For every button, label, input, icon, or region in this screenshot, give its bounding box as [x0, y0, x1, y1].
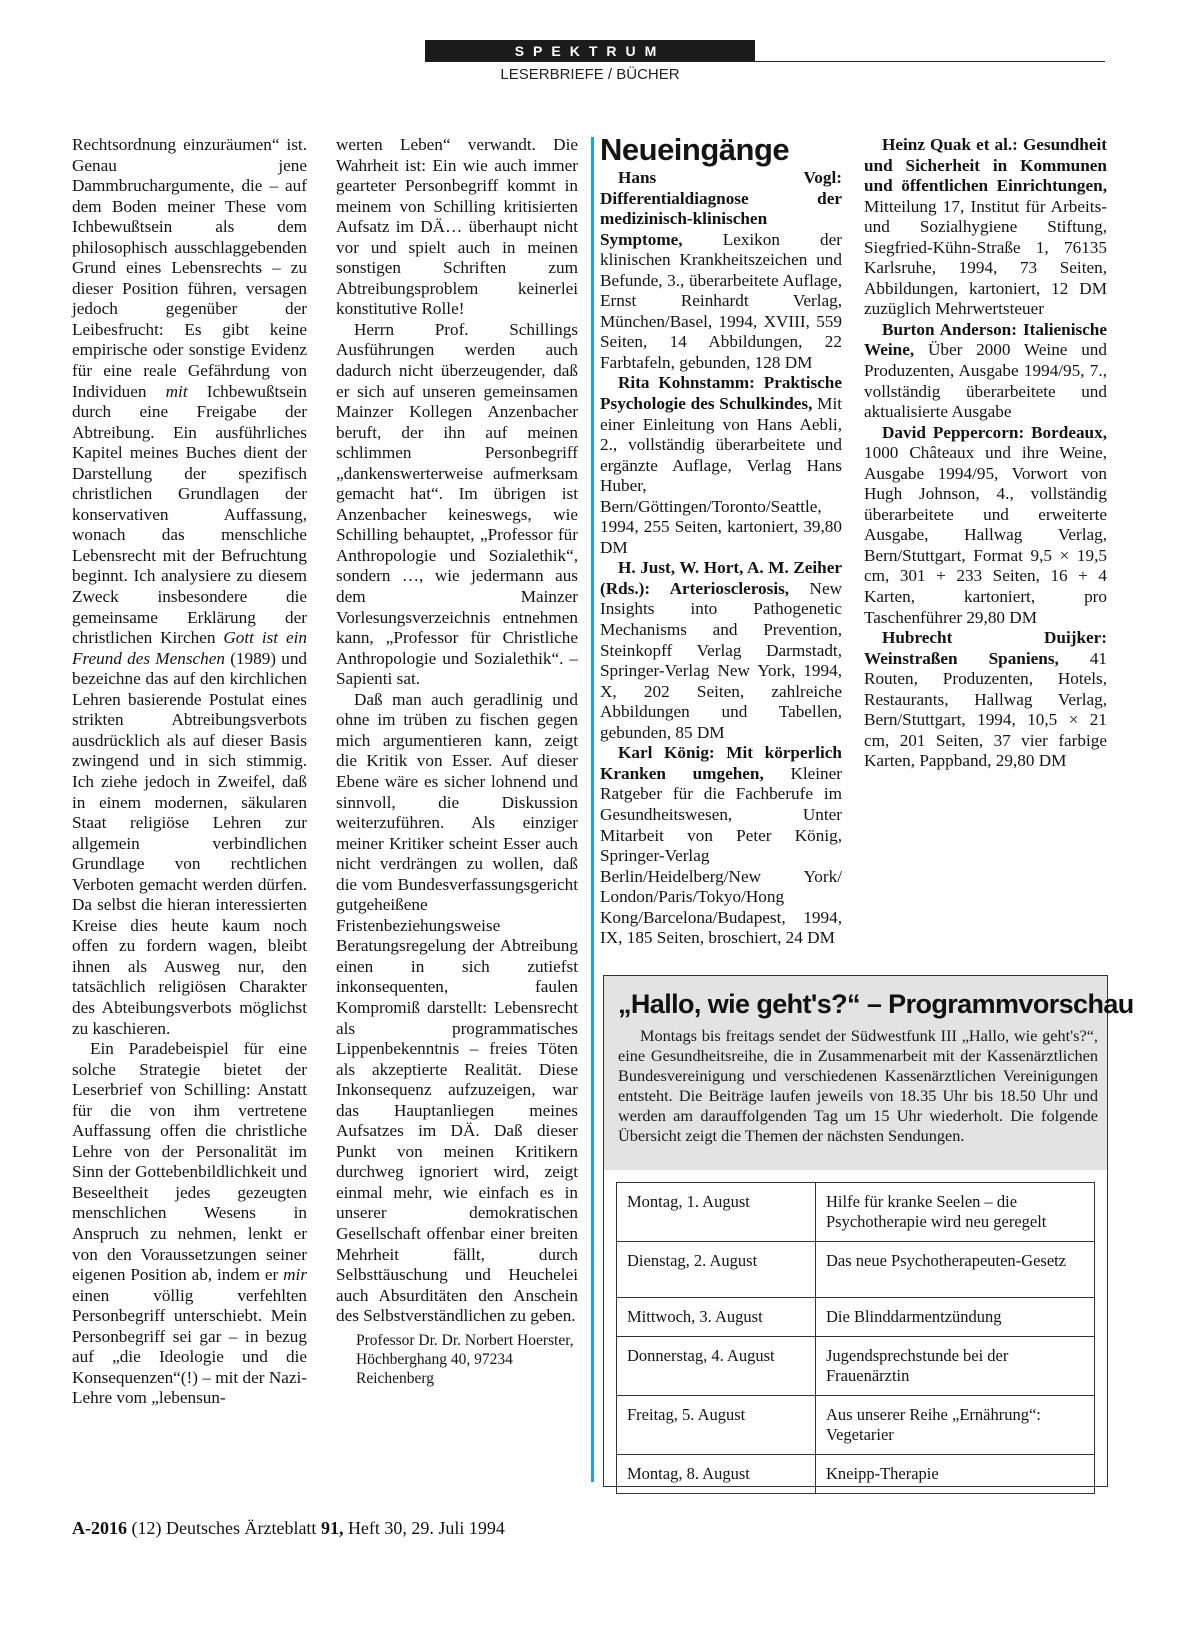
program-intro: Montags bis freitags sendet der Südwestfunk III „Hallo, wie geht's?“, eine Gesundheitsreihe, die in Zusammenarbeit mit der Kassenärztlichen Bundesvereinigung und verschiedenen Kassenärztlichen Vereinigungen entsteht. Die Beiträge laufen jeweils von 18.35 Uhr bis 18.50 Uhr und werden am darauffolgenden Tag um 15 Uhr wiederholt. Die folgende Übersicht zeigt die Themen der nächsten Sendungen. [618, 1026, 1098, 1145]
journal-name: (12) Deutsches Ärzteblatt [131, 1518, 317, 1538]
letter-paragraph: Daß man auch geradlinig und ohne im trüben zu fischen gegen mich argumentieren kann, zeigt die Kritik von Esser. Auf dieser Ebene wäre es sicher lohnend und sinnvoll, die Diskussion weiterzuführen. Als einziger meiner Kritiker scheint Esser auch nicht verdrängen zu wollen, daß die vom Bundesverfassungsgericht gutgeheißene Fristenbeziehungsweise Beratungsregelung der Abtreibung einen in sich zutiefst inkonsequenten, faulen Kompromiß darstellt: Lebensrecht als programmatisches Lippenbekenntnis – freies Töten als akzeptierte Realität. Diese Inkonsequenz aufzuzeigen, war das Hauptanliegen meines Aufsatzes im DÄ. Daß dieser Punkt von meinen Kritikern durchweg ignoriert wird, zeigt einmal mehr, wie einfach es in unserer demokratischen Gesellschaft offenbar einer breiten Mehrheit fällt, durch Selbsttäuschung und Heuchelei auch Absurditäten den Anschein des Selbstverständlichen zu geben. [336, 689, 578, 1326]
books-heading: Neueingänge [600, 132, 790, 167]
header-rule [425, 61, 1105, 62]
program-topic: Kneipp-Therapie [816, 1455, 1095, 1494]
program-topic: Die Blinddarmentzündung [816, 1298, 1095, 1337]
table-row [617, 1455, 1095, 1494]
program-topic: Aus unserer Reihe „Ernährung“: Vegetarier [816, 1396, 1095, 1455]
page-number: A-2016 [72, 1518, 127, 1538]
section-subtitle: LESERBRIEFE / BÜCHER [500, 66, 680, 83]
program-day: Montag, 8. August [617, 1455, 816, 1494]
program-title: „Hallo, wie geht's?“ – Programmvorschau [618, 989, 1134, 1019]
letter-paragraph: werten Leben“ verwandt. Die Wahrheit ist: Ein wie auch immer gearteter Personbegriff kommt in meinem von Schilling kritisierten Aufsatz im DÄ… überhaupt nicht vor und spielt auch in meinen sonstigen Schriften zum Abtreibungsproblem keinerlei konstitutive Rolle! [336, 135, 578, 319]
letter-column-2 [336, 135, 578, 1388]
program-day: Dienstag, 2. August [617, 1242, 816, 1298]
table-row [617, 1337, 1095, 1396]
letter-paragraph: Ein Paradebeispiel für eine solche Strategie bietet der Leserbrief von Schilling: Anstatt für die von ihm vertretene Auffassung offen die christliche Lehre von der Personalität im Sinn der Gottebenbildlichkeit und Beseeltheit jedes gezeugten menschlichen Wesens in Anspruch zu nehmen, lenkt er von den Voraussetzungen seiner eigenen Position ab, indem er mir einen völlig verfehlten Personbegriff unterschiebt. Mein Personbegriff sei gar – in bezug auf „die Ideologie und die Konsequenzen“(!) – mit der Nazi-Lehre vom „lebensun- [72, 1039, 308, 1408]
program-day: Freitag, 5. August [617, 1396, 816, 1455]
accent-rule [591, 137, 594, 1482]
program-box [603, 975, 1134, 1487]
book-entry: David Peppercorn: Bordeaux, 1000 Châteaux und ihre Weine, Ausgabe 1994/95, Vorwort von Hugh Johnson, 4., vollständig überarbeitete und erweiterte Ausgabe, Hallwag Verlag, Bern/Stuttgart, Format 9,5 × 19,5 cm, 301 + 233 Seiten, 16 + 4 Karten, kartoniert, pro Taschenführer 29,80 DM [864, 422, 1107, 627]
program-topic: Jugendsprechstunde bei der Frauenärztin [816, 1337, 1095, 1396]
section-kicker: SPEKTRUM [514, 43, 666, 59]
journal-issue: Heft 30, 29. Juli 1994 [347, 1518, 505, 1538]
book-entry: Heinz Quak et al.: Gesundheit und Sicherheit in Kommunen und öffentlichen Einrichtungen, Mitteilung 17, Institut für Arbeits- und Sozialhygiene Stiftung, Siegfried-Kühn-Straße 1, 76135 Karlsruhe, 1994, 73 Seiten, Abbildungen, kartoniert, 12 DM zuzüglich Mehrwertsteuer [864, 135, 1107, 319]
book-entry: Hubrecht Duijker: Weinstraßen Spaniens, 41 Routen, Produzenten, Hotels, Restaurants, Hallwag Verlag, Bern/Stuttgart, 1994, 10,5 × 21 cm, 201 Seiten, 37 vier farbige Karten, Pappband, 29,80 DM [864, 628, 1107, 771]
program-table [616, 1182, 1095, 1494]
table-row [617, 1242, 1095, 1298]
table-row [617, 1183, 1095, 1242]
books-column-1 [600, 132, 842, 949]
program-day: Mittwoch, 3. August [617, 1298, 816, 1337]
letter-paragraph: Rechtsordnung einzuräumen“ ist. Genau jene Dammbruchargumente, die – auf dem Boden meiner These vom Ichbewußtsein als dem philosophisch ausschlaggebenden Grund eines Lebensrechts – zu dieser Position führen, versagen jedoch gegenüber der Leibesfrucht: Es gibt keine empirische oder sonstige Evidenz für eine reale Gefährdung von Individuen mit Ichbewußtsein durch eine Freigabe der Abtreibung. Ein ausführliches Kapitel meines Buches dient der Darstellung der spezifisch christlichen Grundlagen der konservativen Auffassung, wonach das menschliche Lebensrecht mit der Befruchtung beginnt. Ich analysiere zu diesem Zweck insbesondere die gemeinsame Erklärung der christlichen Kirchen Gott ist ein Freund des Menschen (1989) und bezeichne das auf den kirchlichen Lehren basierende Postulat eines strikten Abtreibungsverbots ausdrücklich als auf dieser Basis zwingend und in sich stimmig. Ich ziehe jedoch in Zweifel, daß in einem modernen, säkularen Staat religiöse Lehren zur allgemein verbindlichen Grundlage von rechtlichen Verboten gemacht werden dürfen. Da selbst die hieran interessierten Kreise dies heute kaum noch offen zu fordern wagen, bleibt ihnen als Ausweg nur, den tatsächlich religiösen Charakter des Abteibungsverbots möglichst zu kaschieren. [72, 135, 308, 1038]
program-day: Montag, 1. August [617, 1183, 816, 1242]
program-topic: Hilfe für kranke Seelen – die Psychotherapie wird neu geregelt [816, 1183, 1095, 1242]
table-row [617, 1298, 1095, 1337]
letter-column-1 [72, 135, 307, 1409]
program-topic: Das neue Psychotherapeuten-Gesetz [816, 1242, 1095, 1298]
book-entry: Burton Anderson: Italienische Weine, Über 2000 Weine und Produzenten, Ausgabe 1994/95, 7., vollständig überarbeitete und aktualisierte Ausgabe [864, 319, 1107, 422]
book-entry: H. Just, W. Hort, A. M. Zeiher (Rds.): Arteriosclerosis, New Insights into Pathogenetic Mechanisms and Prevention, Steinkopff Verlag Darmstadt, Springer-Verlag New York, 1994, X, 202 Seiten, zahlreiche Abbildungen und Tabellen, gebunden, 85 DM [600, 558, 842, 742]
books-column-2 [864, 135, 1107, 772]
program-day: Donnerstag, 4. August [617, 1337, 816, 1396]
journal-volume: 91, [320, 1518, 344, 1538]
table-row [617, 1396, 1095, 1455]
book-entry: Rita Kohnstamm: Praktische Psychologie des Schulkindes, Mit einer Einleitung von Hans Aebli, 2., vollständig überarbeitete und ergänzte Auflage, Verlag Hans Huber, Bern/Göttingen/Toronto/Seattle, 1994, 255 Seiten, kartoniert, 39,80 DM [600, 373, 842, 557]
book-entry: Karl König: Mit körperlich Kranken umgehen, Kleiner Ratgeber für die Fachberufe im Gesundheitswesen, Unter Mitarbeit von Peter König, Springer-Verlag Berlin/Heidelberg/New York/ London/Paris/Tokyo/Hong Kong/Barcelona/Budapest, 1994, IX, 185 Seiten, broschiert, 24 DM [600, 743, 842, 948]
letter-signature: Professor Dr. Dr. Norbert Hoerster, Höchberghang 40, 97234 Reichenberg [356, 1331, 574, 1387]
book-entry: Hans Vogl: Differentialdiagnose der medizinisch-klinischen Symptome, Lexikon der klinischen Krankheitszeichen und Befunde, 3., überarbeitete Auflage, Ernst Reinhardt Verlag, München/Basel, 1994, XVIII, 559 Seiten, 14 Abbildungen, 22 Farbtafeln, gebunden, 128 DM [600, 168, 842, 372]
letter-paragraph: Herrn Prof. Schillings Ausführungen werden auch dadurch nicht überzeugender, daß er sich auf unseren gemeinsamen Mainzer Kollegen Anzenbacher beruft, der ihn auf meinen schlimmen Personbegriff „dankenswerterweise aufmerksam gemacht hat“. Im übrigen ist Anzenbacher keineswegs, wie Schilling behauptet, „Professor für Anthropologie und Sozialethik“, sondern …, wie jedermann aus dem Mainzer Vorlesungsverzeichnis entnehmen kann, „Professor für Christliche Anthropologie und Sozialethik“. – Sapienti sat. [336, 319, 578, 689]
page-footer [72, 1518, 505, 1539]
